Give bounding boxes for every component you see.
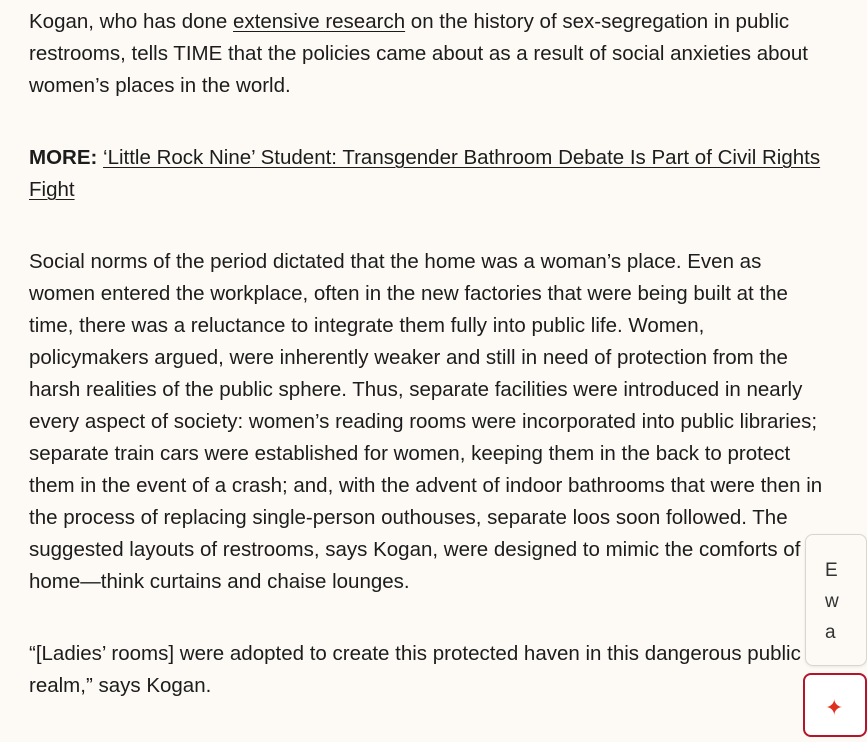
extensive-research-link[interactable]: extensive research bbox=[233, 10, 406, 33]
paragraph-social-norms: Social norms of the period dictated that the home was a woman’s place. Even as women entered the workplace, often in the new factories that were being built at the time, there was a reluctance to integrate them fully into public life. Women, policymakers argued, were inherently weaker and still in need of protection from the harsh realities of the public sphere. Thus, separate facilities were introduced in nearly every aspect of society: women’s reading rooms were incorporated into public libraries; separate train cars were established for women, keeping them in the back to protect them in the event of a crash; and, with the advent of indoor bathrooms that were then in the process of replacing single-person outhouses, separate loos soon followed. The suggested layouts of restrooms, says Kogan, were designed to mimic the comforts of home—think curtains and chaise lounges. bbox=[29, 250, 823, 593]
article-body bbox=[29, 6, 829, 742]
paragraph-kogan-research bbox=[29, 6, 829, 102]
side-card-text: a bbox=[825, 622, 836, 643]
paragraph-text: Kogan, who has done bbox=[29, 10, 234, 33]
side-popup-card[interactable] bbox=[805, 534, 867, 666]
side-card-text: w bbox=[825, 591, 839, 612]
more-related-link bbox=[29, 142, 829, 206]
related-article-link[interactable]: ‘Little Rock Nine’ Student: Transgender Bathroom Debate Is Part of Civil Rights Fight bbox=[29, 146, 821, 201]
paragraph-kogan-quote: “[Ladies’ rooms] were adopted to create this protected haven in this dangerous public realm,” says Kogan. bbox=[29, 642, 801, 697]
sparkle-button[interactable] bbox=[803, 673, 867, 737]
paragraph-text: on the history of sex-segregation in public restrooms, tells TIME that the policies came about as a result of social anxieties about women’s places in the world. bbox=[29, 10, 808, 97]
side-card-text: E bbox=[825, 560, 838, 581]
more-label: MORE: bbox=[29, 146, 98, 169]
sparkle-icon: ✦ bbox=[825, 695, 844, 720]
